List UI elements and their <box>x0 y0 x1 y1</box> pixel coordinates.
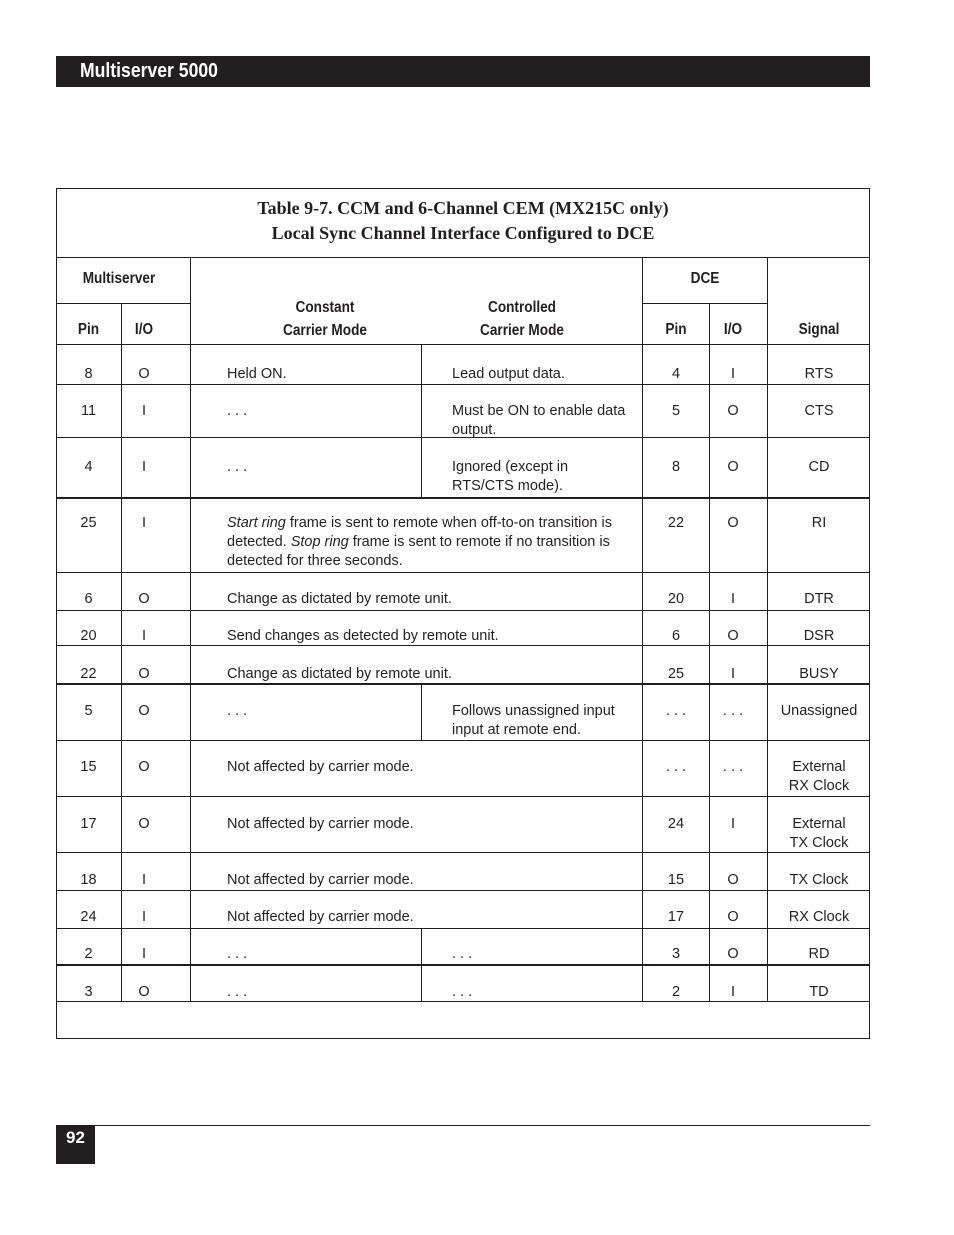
rule-row <box>56 740 870 741</box>
cell-io: I <box>141 403 147 419</box>
rule-multiserver-group <box>56 303 190 304</box>
cell-pin: 5 <box>84 703 93 719</box>
cell-dce-io: O <box>727 628 739 644</box>
cell-controlled: Follows unassigned input input at remote end. <box>452 703 615 738</box>
cell-signal: BUSY <box>799 666 839 682</box>
cell-pin: 3 <box>84 984 93 1000</box>
cell-dce-io: I <box>730 366 736 382</box>
cell-dce-io: I <box>730 666 736 682</box>
cell-pin: 22 <box>80 666 97 682</box>
cell-pin: 24 <box>80 909 97 925</box>
header-constant: Constant Carrier Mode <box>283 299 367 339</box>
cell-io: O <box>138 591 150 607</box>
rule-row <box>56 852 870 853</box>
cell-dce-io: O <box>727 946 739 962</box>
table-caption <box>56 196 870 246</box>
cell-signal: TX Clock <box>789 872 849 888</box>
cell-pin: 6 <box>84 591 93 607</box>
cell-both-modes: Not affected by carrier mode. <box>227 909 414 925</box>
cell-ring-description: Start ring frame is sent to remote when off-to-on transition is detected. Stop ring frame is sent to remote if no transition is detected for three seconds. <box>227 515 612 569</box>
cell-io: O <box>138 703 150 719</box>
cell-controlled: . . . <box>452 984 473 1000</box>
cell-dce-pin: 22 <box>667 515 685 531</box>
cell-pin: 4 <box>84 459 93 475</box>
cell-io: O <box>138 366 150 382</box>
cell-both-modes: Send changes as detected by remote unit. <box>227 628 499 644</box>
cell-io: I <box>141 515 147 531</box>
cell-pin: 11 <box>80 403 97 419</box>
rule-row <box>56 610 870 611</box>
header-io: I/O <box>134 321 154 338</box>
header-dce: DCE <box>690 270 720 287</box>
rule-row <box>56 796 870 797</box>
cell-controlled: Lead output data. <box>452 366 565 382</box>
cell-dce-pin: . . . <box>665 703 687 719</box>
cell-dce-io: I <box>730 984 736 1000</box>
start-ring-term: Start ring <box>227 515 286 531</box>
cell-dce-pin: 20 <box>667 591 685 607</box>
cell-both-modes: Not affected by carrier mode. <box>227 872 414 888</box>
cell-controlled: Ignored (except in RTS/CTS mode). <box>452 459 569 494</box>
header-multiserver: Multiserver <box>82 270 156 287</box>
cell-signal: RX Clock <box>788 909 850 925</box>
rule-row <box>56 928 870 929</box>
rule-row <box>56 497 870 499</box>
cell-dce-pin: 3 <box>671 946 681 962</box>
cell-io: I <box>141 909 147 925</box>
cell-signal: CTS <box>804 403 834 419</box>
cell-constant: . . . <box>227 946 248 962</box>
rule-col-io <box>190 257 191 1001</box>
running-header <box>56 56 870 87</box>
cell-dce-pin: 6 <box>671 628 681 644</box>
cell-dce-pin: 25 <box>667 666 685 682</box>
header-controlled: Controlled Carrier Mode <box>480 299 564 339</box>
rule-caption-bottom <box>56 257 870 258</box>
cell-io: I <box>141 628 147 644</box>
cell-io: I <box>141 459 147 475</box>
rule-row <box>56 890 870 891</box>
cell-dce-io: O <box>727 403 739 419</box>
rule-col-constant <box>421 437 422 497</box>
cell-dce-pin: 5 <box>671 403 681 419</box>
cell-controlled: Must be ON to enable data output. <box>452 403 626 438</box>
cell-controlled: . . . <box>452 946 473 962</box>
cell-io: O <box>138 984 150 1000</box>
cell-both-modes: Not affected by carrier mode. <box>227 816 414 832</box>
cell-pin: 15 <box>80 759 97 775</box>
cell-dce-io: O <box>727 459 739 475</box>
cell-dce-io: I <box>730 591 736 607</box>
cell-pin: 8 <box>84 366 93 382</box>
rule-row <box>56 572 870 573</box>
cell-pin: 20 <box>80 628 97 644</box>
cell-dce-pin: 17 <box>667 909 685 925</box>
document-title: Multiserver 5000 <box>80 60 218 82</box>
rule-row <box>56 384 870 385</box>
cell-both-modes: Change as dictated by remote unit. <box>227 666 452 682</box>
cell-signal: RD <box>808 946 830 962</box>
footer-rule <box>56 1125 870 1126</box>
cell-signal: External TX Clock <box>789 816 849 851</box>
cell-signal: CD <box>808 459 830 475</box>
caption-line-1: Table 9-7. CCM and 6-Channel CEM (MX215C only) <box>257 198 669 218</box>
cell-signal: RI <box>811 515 827 531</box>
rule-col-constant <box>421 684 422 740</box>
cell-pin: 17 <box>80 816 97 832</box>
cell-dce-pin: 2 <box>671 984 681 1000</box>
rule-col-constant <box>421 344 422 437</box>
cell-constant: . . . <box>227 984 248 1000</box>
cell-dce-io: O <box>727 515 739 531</box>
cell-io: O <box>138 816 150 832</box>
cell-dce-io: I <box>730 816 736 832</box>
cell-signal: RTS <box>804 366 834 382</box>
caption-line-2: Local Sync Channel Interface Configured to DCE <box>271 223 655 243</box>
cell-dce-io: O <box>727 872 739 888</box>
cell-dce-pin: 4 <box>671 366 681 382</box>
cell-dce-pin: . . . <box>665 759 687 775</box>
cell-constant: . . . <box>227 403 248 419</box>
header-pin: Pin <box>77 321 100 338</box>
cell-pin: 25 <box>80 515 97 531</box>
cell-dce-pin: 15 <box>667 872 685 888</box>
cell-signal: Unassigned <box>780 703 858 719</box>
page-number: 92 <box>66 1128 85 1147</box>
cell-dce-io: . . . <box>722 759 744 775</box>
cell-signal: DTR <box>804 591 834 607</box>
rule-row <box>56 964 870 966</box>
cell-pin: 2 <box>84 946 93 962</box>
rule-col-constant <box>421 928 422 1001</box>
cell-pin: 18 <box>80 872 97 888</box>
cell-dce-pin: 24 <box>667 816 685 832</box>
header-signal: Signal <box>798 321 840 338</box>
cell-both-modes: Not affected by carrier mode. <box>227 759 414 775</box>
cell-constant: Held ON. <box>227 366 287 382</box>
cell-io: O <box>138 759 150 775</box>
rule-header-bottom <box>56 344 870 345</box>
cell-signal: TD <box>809 984 829 1000</box>
cell-io: I <box>141 872 147 888</box>
page-number-box <box>56 1125 95 1164</box>
header-dce-pin: Pin <box>665 321 687 338</box>
header-dce-io: I/O <box>723 321 743 338</box>
cell-signal: DSR <box>803 628 835 644</box>
cell-constant: . . . <box>227 703 248 719</box>
cell-both-modes: Change as dictated by remote unit. <box>227 591 452 607</box>
rule-dce-group <box>643 303 767 304</box>
cell-io: I <box>141 946 147 962</box>
cell-constant: . . . <box>227 459 248 475</box>
cell-dce-io: . . . <box>722 703 744 719</box>
stop-ring-term: Stop ring <box>290 534 349 550</box>
cell-signal: External RX Clock <box>788 759 850 794</box>
cell-io: O <box>138 666 150 682</box>
cell-dce-io: O <box>727 909 739 925</box>
cell-dce-pin: 8 <box>671 459 681 475</box>
